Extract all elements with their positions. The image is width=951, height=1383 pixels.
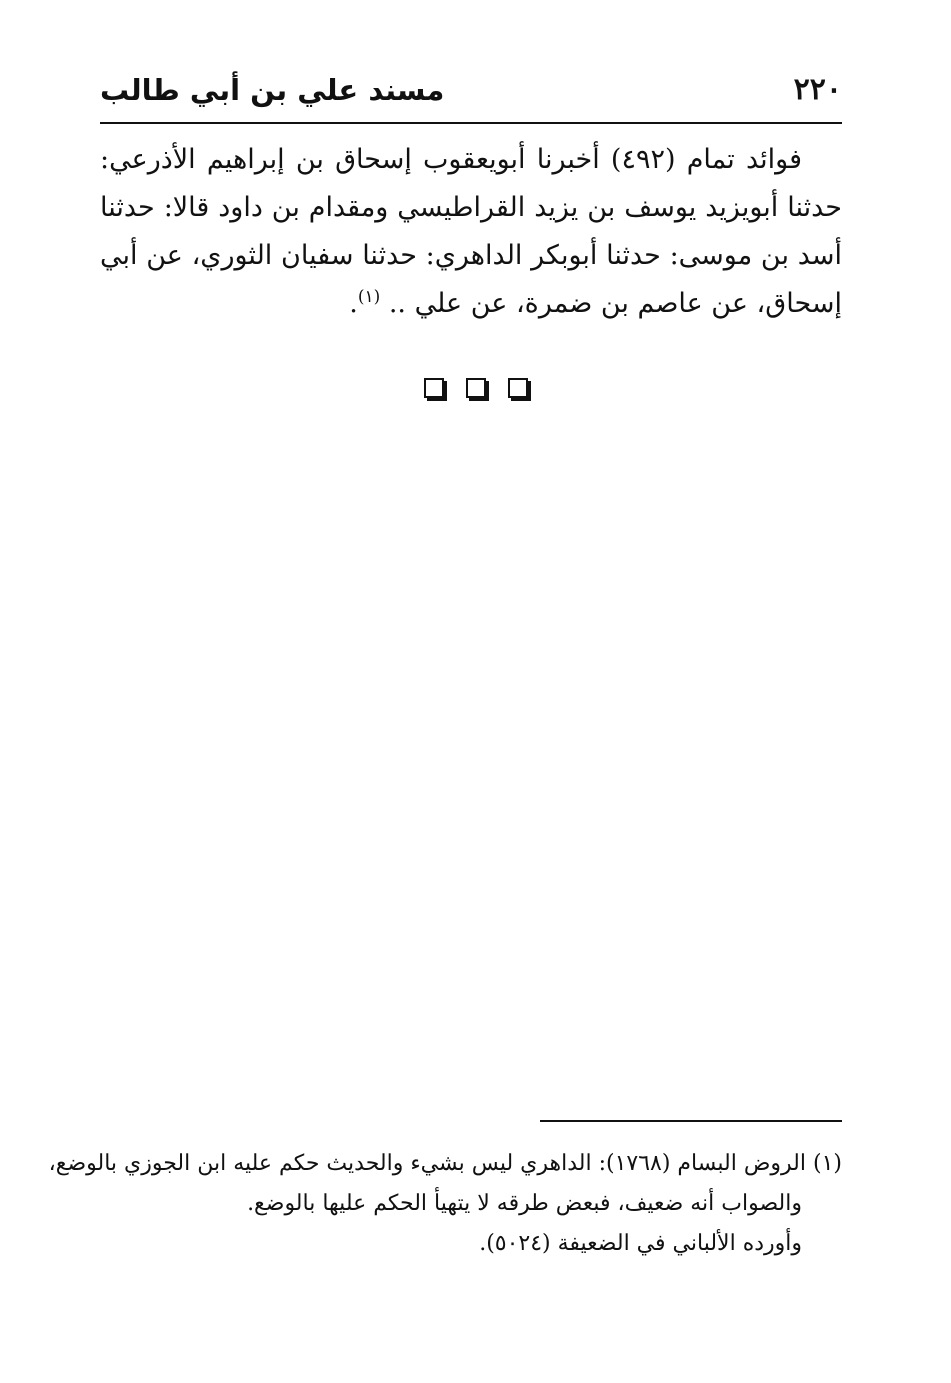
footnote-line: (١) الروض البسام (١٧٦٨): الداهري ليس بشيء والحديث حكم عليه ابن الجوزي بالوضع، xyxy=(48,1151,842,1176)
square-ornament-icon xyxy=(508,378,528,398)
footnote-line: وأورده الألباني في الضعيفة (٥٠٢٤). xyxy=(479,1231,802,1256)
footnote-line: والصواب أنه ضعيف، فبعض طرقه لا يتهيأ الحكم عليها بالوضع. xyxy=(247,1191,802,1216)
main-text xyxy=(100,136,842,328)
paragraph-text: فوائد تمام (٤٩٢) أخبرنا أبويعقوب إسحاق بن إبراهيم الأذرعي: حدثنا أبويزيد يوسف بن يزيد القراطيسي ومقدام بن داود قالا: حدثنا أسد بن موسى: حدثنا أبوبكر الداهري: حدثنا سفيان الثوري، عن أبي إسحاق، عن عاصم بن ضمرة، عن علي .. xyxy=(100,144,842,319)
page-number: ٢٢٠ xyxy=(793,72,842,107)
footnote-rule xyxy=(540,1120,842,1122)
header-rule xyxy=(100,122,842,124)
running-title: مسند علي بن أبي طالب xyxy=(100,73,445,107)
square-ornament-icon xyxy=(424,378,444,398)
section-separator xyxy=(0,378,951,398)
square-ornament-icon xyxy=(466,378,486,398)
paragraph-end: . xyxy=(349,288,358,319)
footnotes xyxy=(48,1144,842,1264)
hadith-paragraph xyxy=(100,136,842,328)
page-header xyxy=(100,70,842,118)
footnote-reference: (١) xyxy=(357,287,381,307)
